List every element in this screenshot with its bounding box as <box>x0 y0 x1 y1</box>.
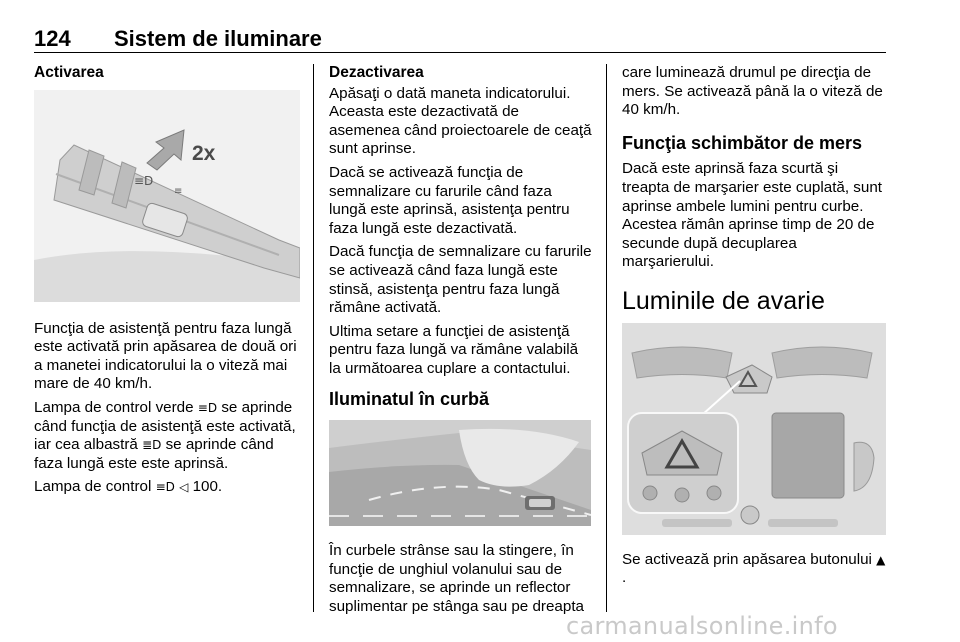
press-twice-label: 2x <box>192 141 216 165</box>
high-beam-assist-icon: ≡D <box>197 400 218 415</box>
chapter-heading-hazard-lights: Luminile de avarie <box>622 286 825 315</box>
hazard-warning-icon: ▲ <box>876 552 886 567</box>
paragraph: Dacă se activează funcţia de semnalizare cu farurile când faza lungă este aprinsă, asistenţa pentru faza lungă este dezactivată. <box>329 163 570 237</box>
paragraph: În curbele strânse sau la stingere, în funcţie de unghiul volanului sau de semnalizare, se aprinde un reflector suplimentar pe stânga sau pe dreapta <box>329 542 584 615</box>
high-beam-assist-icon: ≡D <box>155 480 175 495</box>
svg-text:≡D: ≡D <box>134 173 154 188</box>
paragraph: Apăsaţi o dată maneta indicatorului. Aceasta este dezactivată de asemenea când proiectoarele de ceaţă sunt aprinse. <box>329 84 592 158</box>
page-header <box>34 24 886 53</box>
column-divider <box>313 64 314 612</box>
paragraph: Dacă este aprinsă faza scurtă şi treapta de marşarier este cuplată, sunt aprinse ambele lumini pentru curbe. Acestea rămân aprinse timp de 20 de secunde după decuplarea marşarierului. <box>622 160 883 271</box>
section-heading-activarea: Activarea <box>34 64 104 81</box>
column-1 <box>34 64 300 502</box>
paragraph: Lampa de control verde ≡D se aprinde când funcţia de asistenţă este activată, iar cea albastră ≣D se aprinde când faza lungă este este aprinsă. <box>34 398 296 472</box>
column-3 <box>622 64 888 593</box>
column-divider <box>606 64 607 612</box>
paragraph: Lampa de control ≡D ◁ 100. <box>34 478 223 496</box>
hazard-button-figure <box>622 323 886 535</box>
curve-lighting-figure <box>329 420 591 526</box>
section-heading-reverse-gear: Funcţia schimbător de mers <box>622 132 863 153</box>
page-number: 124 <box>34 26 71 51</box>
chapter-title: Sistem de iluminare <box>114 26 322 51</box>
column-2 <box>329 64 593 621</box>
section-heading-dezactivarea: Dezactivarea <box>329 64 424 81</box>
watermark: carmanualsonline.info <box>566 612 838 640</box>
paragraph: Ultima setare a funcţiei de asistenţă pentru faza lungă va rămâne valabilă la următoarea cuplare a contactului. <box>329 322 579 377</box>
paragraph: Dacă funcţia de semnalizare cu farurile se activează când faza lungă este stinsă, asistenţa pentru faza lungă rămâne activată. <box>329 243 592 317</box>
section-heading-curve-lighting: Iluminatul în curbă <box>329 388 490 409</box>
paragraph: Se activează prin apăsarea butonului ▲. <box>622 550 886 587</box>
paragraph: care luminează drumul pe direcţia de mers. Se activează până la o viteză de 40 km/h. <box>622 64 883 119</box>
paragraph: Funcţia de asistenţă pentru faza lungă este activată prin apăsarea de două ori a manetei indicatorului la o viteză mai mare de 40 km/h. <box>34 319 297 393</box>
high-beam-icon: ≣D <box>142 438 162 453</box>
svg-text:≡: ≡ <box>174 185 183 197</box>
page-reference-icon: ◁ <box>179 480 189 495</box>
turn-signal-lever-figure <box>34 90 300 302</box>
